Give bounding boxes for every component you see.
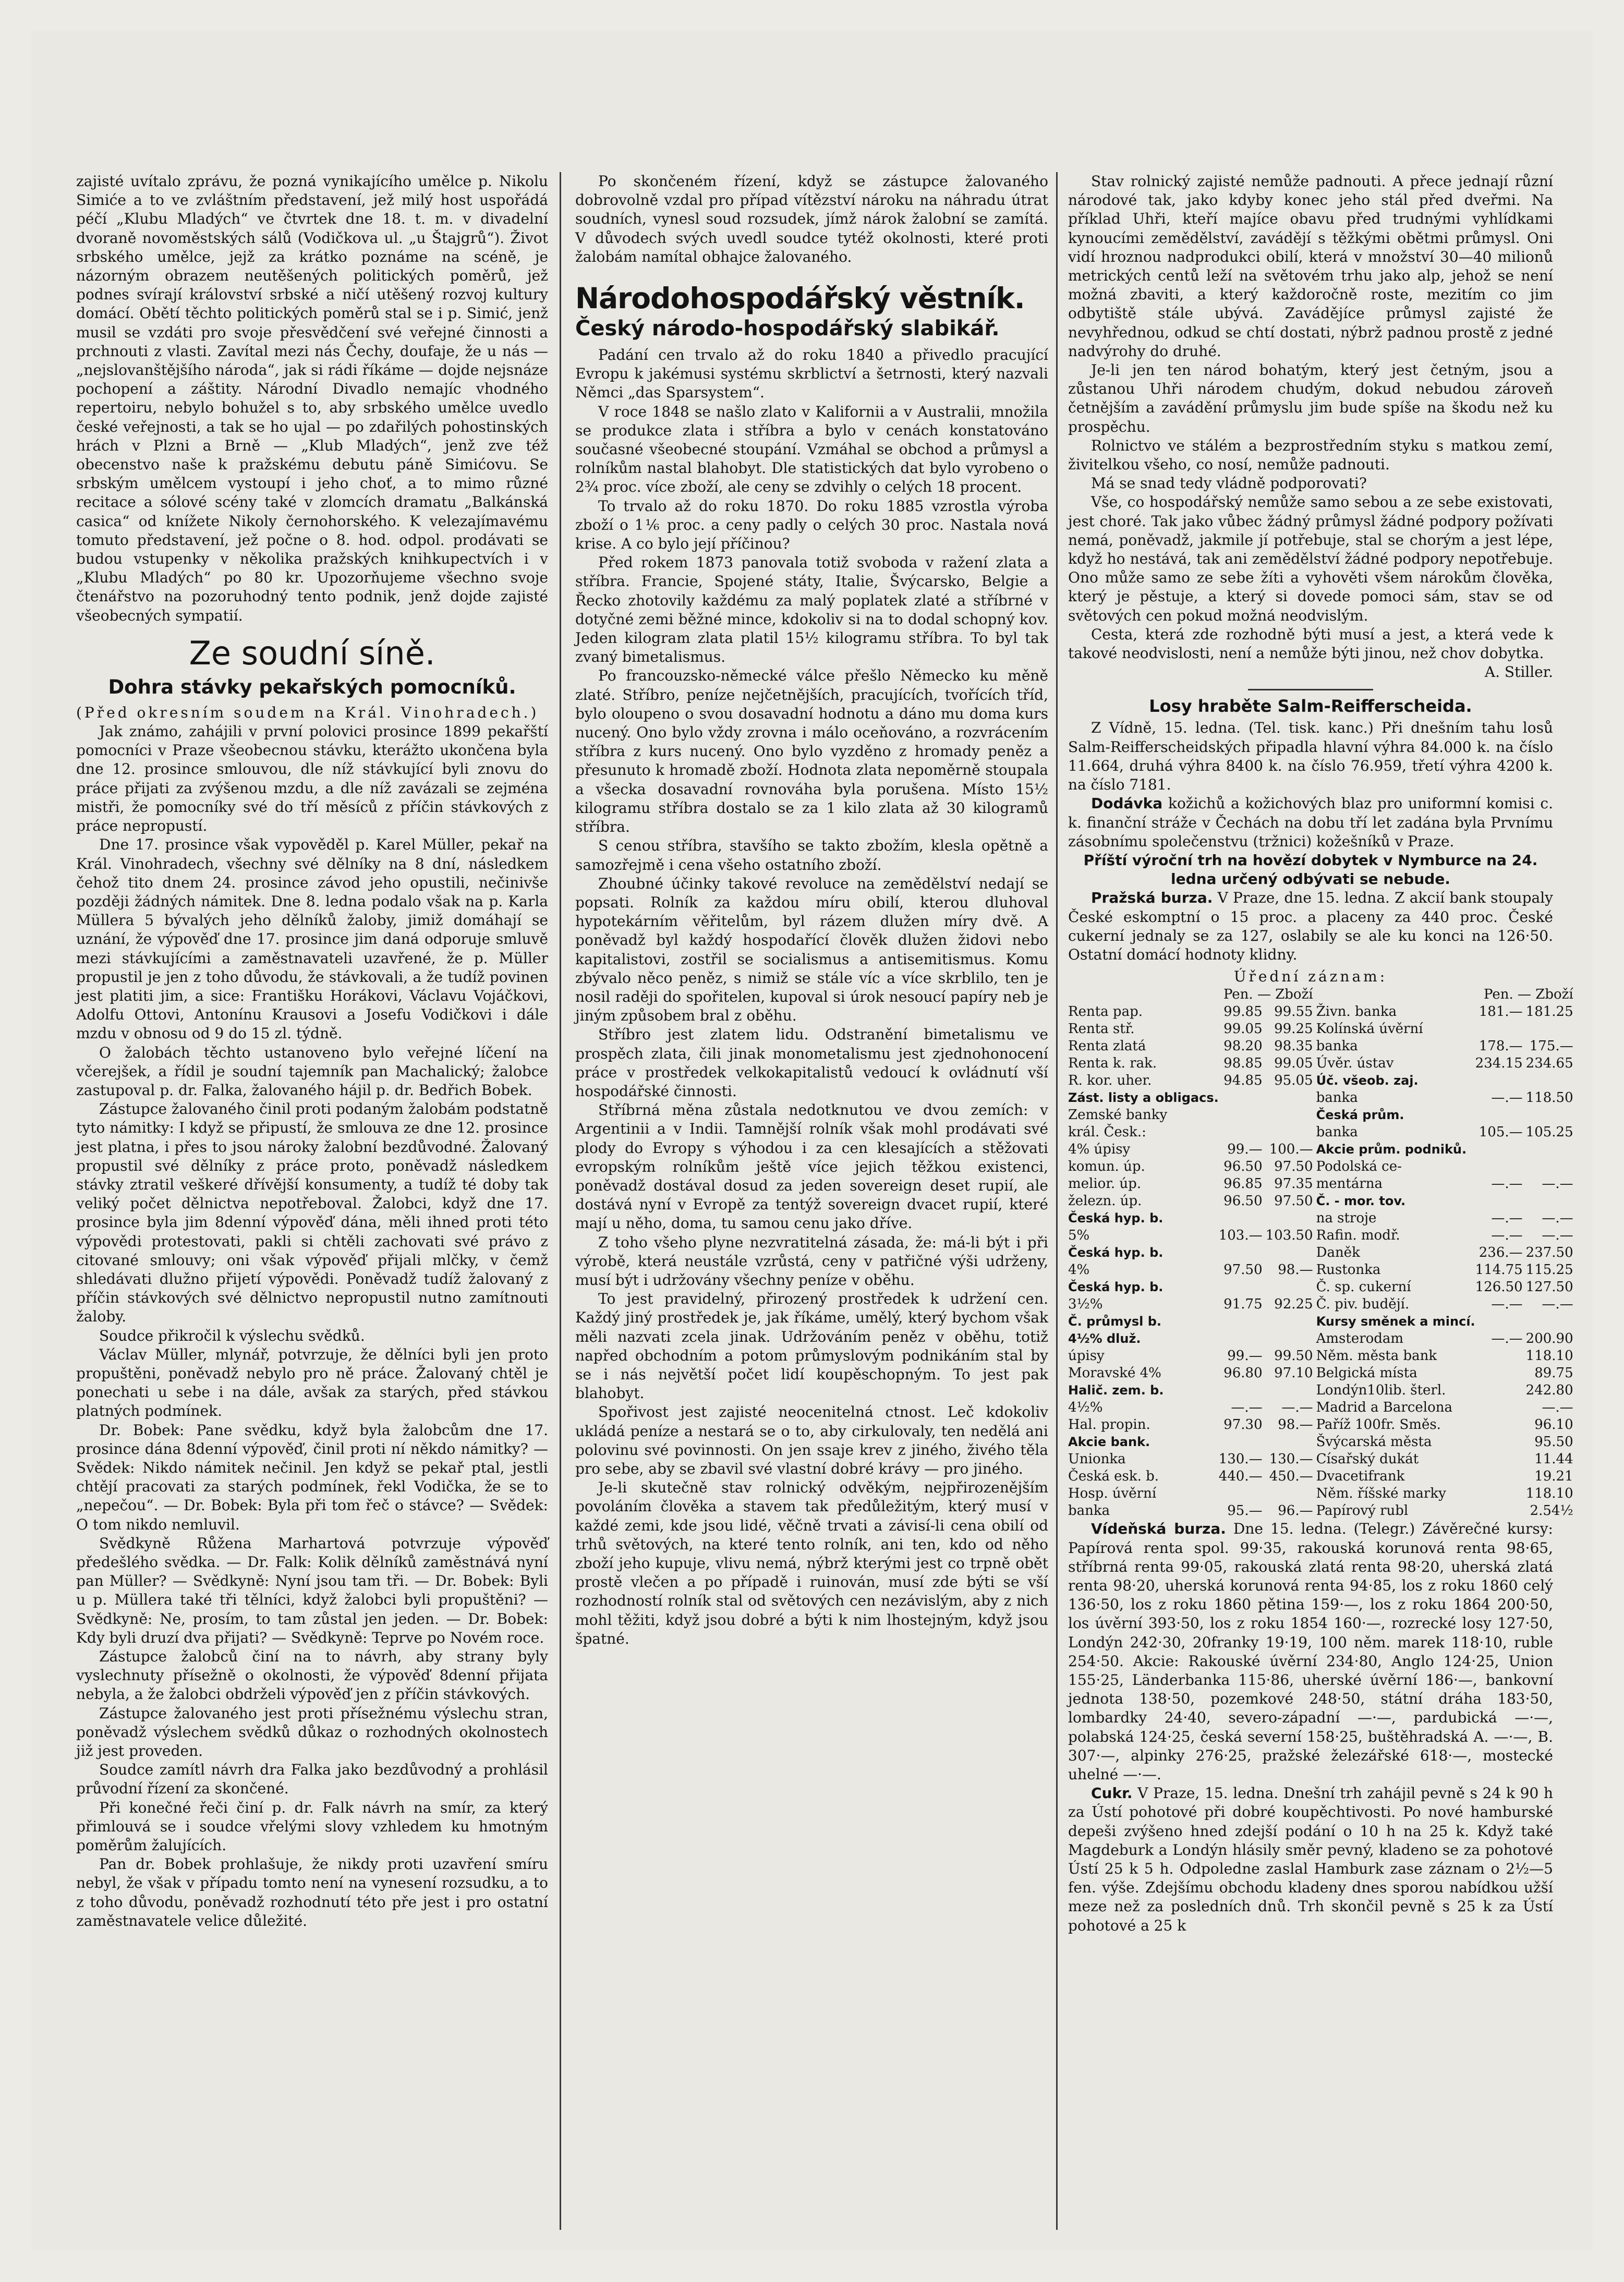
column-rule — [1056, 172, 1058, 2230]
table-row — [1068, 1261, 1577, 1279]
left-bid-price: 94.85 — [1223, 1073, 1263, 1089]
right-security-name: Madrid a Barcelona — [1316, 1400, 1452, 1416]
left-bid-price — [1219, 1485, 1266, 1502]
news-text: Dne 15. ledna. (Telegr.) Závěrečné kursy: Papírová renta spol. 99·35, rakouská korunová renta 98·65, stříbrná renta 99·05, rakouská zlatá renta 98·20, uherská zlatá renta 98·20, uherská korunová renta 94·85, los z roku 1860 celý 136·50, los z roku 1860 pětina 159·—, los z roku 1864 200·50, los úvěrní 393·50, los z roku 1854 160·—, rozrecké losy 127·50, Londýn 242·30, 20franky 19·19, 100 něm. marek 118·10, ruble 254·50. Akcie: Rakouské úvěrní 234·80, Anglo 124·25, Union 155·25, Länderbanka 115·86, uherské úvěrní 186·—, bankovní jednota 138·50, pozemkové 248·50, státní dráha 183·50, lombardky 24·40, severo-západní —·—, pardubická —·—, polabská 124·25, česká severní 158·25, buštěhradská A. —·—, B. 307·—, alpinky 276·25, pražské železářské 618·—, mostecké uhelné —·—. — [1068, 1520, 1553, 1783]
article-paragraph: Stav rolnický zajisté nemůže padnouti. A přece jednají různí národové tak, jako kdyby konec jeho stál před dveřmi. Na příklad Uhři, kteří majíce obavu před trudnými vyhlídkami kynoucími zemědělství, zavádějí s těžkými obětmi průmysl. Oni vidí hroznou nadprodukci obilí, která v množství 30—40 milionů metrických centů leží na světovém trhu jako alp, jehož se není možná zbaviti, a který každoročně roste, mezitím co jim odbytiště stále ubývá. Zavádějíce průmysl zajisté že nevyhřednou, odkud se chtí dostati, nýbrž padnou prostě z jedné nadvýrohy do druhé. — [1068, 173, 1553, 360]
left-bid-price: 96.85 — [1223, 1176, 1263, 1192]
right-ask-price: 2.54½ — [1530, 1503, 1573, 1519]
quotes-table-header — [1068, 986, 1577, 1003]
table-row — [1068, 1485, 1577, 1502]
article-paragraph: Je-li jen ten národ bohatým, který jest četným, jsou a zůstanou Uhři národem chudým, dokud nebudou zároveň četnějším a zavádění průmyslu jim bude spíše na škodu než ku prospěchu. — [1068, 361, 1553, 435]
right-security-name: Podolská ce- — [1316, 1159, 1402, 1175]
right-bid-price — [1475, 1434, 1526, 1451]
right-security-name: mentárna — [1316, 1176, 1383, 1192]
left-security-name: úpisy — [1068, 1348, 1105, 1364]
table-row — [1068, 1416, 1577, 1434]
table-row — [1068, 1175, 1577, 1193]
left-ask-price: 450.— — [1269, 1468, 1313, 1485]
right-bid-price: —.— — [1491, 1331, 1523, 1347]
right-security-name: Kursy směnek a mincí. — [1316, 1314, 1475, 1329]
market-notice: Příští výroční trh na hovězí dobytek v Nymburce na 24. ledna určený odbývati se nebude. — [1083, 851, 1538, 888]
left-bid-price — [1219, 1244, 1266, 1261]
table-row — [1068, 1055, 1577, 1072]
right-bid-price: 114.75 — [1475, 1262, 1523, 1278]
article-paragraph: To trvalo až do roku 1870. Do roku 1885 vzrostla výroba zboží o 1⅙ proc. a ceny padly o celých 30 proc. Nastala nová krise. A co bylo její příčinou? — [575, 497, 1048, 553]
left-ask-price — [1266, 1434, 1316, 1451]
run-in-heading: Cukr. — [1091, 1785, 1133, 1802]
left-bid-price: 440.— — [1218, 1468, 1263, 1485]
left-bid-price — [1219, 1210, 1266, 1227]
right-ask-price: 95.50 — [1534, 1434, 1573, 1450]
left-security-name: 4½% — [1068, 1400, 1103, 1416]
right-security-name: banka — [1316, 1090, 1358, 1106]
left-security-name: Renta stř. — [1068, 1021, 1135, 1037]
left-ask-price — [1266, 1279, 1316, 1296]
left-security-name: král. Česk.: — [1068, 1124, 1146, 1140]
right-ask-price: —.— — [1542, 1210, 1573, 1227]
article-paragraph: V roce 1848 se našlo zlato v Kalifornii a v Australii, množila se produkce zlata i stříbra a bylo v cenách konstatováno současné všeobecné stoupání. Vzmáhal se obchod a průmysl a rolníkům nastal blahobyt. Dle statistických dat bylo vyrobeno o 2¾ proc. více zboží, ale ceny se zdvihly o celých 18 procent. — [575, 403, 1048, 496]
left-ask-price: 103.50 — [1265, 1228, 1313, 1244]
right-security-name: banka — [1316, 1038, 1358, 1054]
left-ask-price — [1266, 1244, 1316, 1261]
article-paragraph: Pan dr. Bobek prohlašuje, že nikdy proti uzavření smíru nebyl, že však v případu tomto není na vynesení rozsudku, a to z toho důvodu, poněvadž rozhodnutí této pře jest i pro ostatní zaměstnavatele velice důležité. — [76, 1855, 548, 1929]
right-ask-price — [1526, 1193, 1577, 1210]
article-simic-paragraph: zajisté uvítalo zprávu, že pozná vynikajícího umělce p. Nikolu Simiće a to ve zvláštním představení, jež milý host uspořádá péčí „Klubu Mladých“ ve čtvrtek dne 18. t. m. v divadelní dvoraně novoměstských sálů (Vodičkova ul. „u Štajgrů“). Život srbského umělce, jejž za krátko poznáme na scéně, je názorným obrazem neutěšených politických poměrů, jež podnes svírají království srbské a ničí utěšený rozvoj kultury domácí. Obětí těchto politických poměrů stal se i p. Simić, jenž musil se vzdáti pro svoje přesvědčení své veřejné činnosti a prchnouti z vlasti. Zavítal mezi nás Čechy, doufaje, že u nás — „nejslovanštějšího národa“, jak si rádi říkáme — dojde nejsnáze pochopení a záštity. Národní Divadlo nemajíc vhodného repertoiru, nebylo bohužel s to, aby srbského umělce uvedlo české veřejnosti, a tak se ho ujal — po zdařilých pohostinských hrách v Plzni a Brně — „Klub Mladých“, jenž zve též obecenstvo naše k pražskému debutu páně Simićovu. Se srbským umělcem vystoupí i jeho choť, a to mimo různé recitace a sólové scény také v zlomcích dramatu „Balkánská casica“ od knížete Nikoly černohorského. K velezajímavému tomuto představení, jež počne o 8. hod. odpol. prodávati se budou vstupenky v několika pražských knihkupectvích i v „Klubu Mladých“ po 80 kr. Upozorňujeme všechno svoje čtenářstvo na pozoruhodný tento podnik, jenž dojde zajisté všeobecných sympatií. — [76, 173, 548, 624]
right-ask-price — [1526, 1313, 1577, 1330]
left-ask-price: 100.— — [1269, 1142, 1313, 1158]
news-paragraph — [1068, 794, 1553, 851]
article-paragraph: Spořivost jest zajisté neocenitelná ctnost. Leč kdokoliv ukládá peníze a nestará se o to, aby cirkulovaly, ten nedělá ani polovinu své povinnosti. On jen ssaje krev z jiného, živého těla pro sebe, aby se zbavil své vlastní dobré krávy — pro jiného. — [575, 1403, 1048, 1477]
right-ask-price: 115.25 — [1525, 1262, 1573, 1278]
left-bid-price: 95.— — [1227, 1503, 1263, 1519]
left-bid-price: 96.80 — [1223, 1365, 1263, 1381]
news-text: V Praze, dne 15. ledna. Z akcií bank stoupaly České eskomptní o 15 proc. a placeny za 440 proc. České cukerní jednaly se za 127, oslabily se ale ku konci na 126·50. Ostatní domácí hodnoty klidny. — [1068, 889, 1553, 963]
economy-article-heading: Český národo-hospodářský slabikář. — [575, 317, 1000, 341]
article-paragraph: Po skončeném řízení, když se zástupce žalovaného dobrovolně vzdal pro případ vítězství nároku na náhradu útrat soudních, vynesl soud rozsudek, jímž nárok žalobní se zamítá. V důvodech svých uvedl soudce tytéž okolnosti, které proti žalobám namítal obhajce žalovaného. — [575, 173, 1048, 265]
article-paragraph: Má se snad tedy vládně podporovati? — [1091, 475, 1367, 492]
left-bid-price: 96.50 — [1223, 1193, 1263, 1209]
run-in-heading: Vídeňská burza. — [1091, 1520, 1226, 1538]
left-bid-price — [1219, 1107, 1266, 1124]
table-row — [1068, 1072, 1577, 1089]
right-security-name: Rafin. modř. — [1316, 1228, 1400, 1244]
left-ask-price: 96.— — [1278, 1503, 1313, 1519]
table-row — [1068, 1021, 1577, 1038]
right-bid-price — [1475, 1485, 1526, 1502]
article-paragraph: Z toho všeho plyne nezvratitelná zásada, že: má-li být i při výrobě, která neustále vzrůstá, ceny v patřičné výši udrženy, musí být i udržovány všechny peníze v oběhu. — [575, 1233, 1048, 1289]
table-row — [1068, 1468, 1577, 1485]
left-bid-price — [1219, 1313, 1266, 1330]
article-paragraph: Vše, co hospodářský nemůže samo sebou a ze sebe existovati, jest choré. Tak jako vůbec žádný průmysl žádné podpory požívati nemá, poněvadž, jakmile jí potřebuje, stal se chorým a jest lépe, když ho nestává, tak ani zemědělství žádné podpory nepotřebuje. Ono může samo ze sebe žíti a vyhověti všem nárokům člověka, který je pěstuje, a který si dovede pomoci sám, stav se od světových cen pokud možná neodvislým. — [1068, 493, 1553, 624]
right-bid-price — [1475, 1365, 1526, 1382]
left-security-name: Halič. zem. b. — [1068, 1383, 1164, 1398]
article-paragraph: Stříbrná měna zůstala nedotknutou ve dvou zemích: v Argentinii a v Indii. Tamnější rolník však mohl prodávati své plody do Evropy s výhodou i za cen klesajících a stěžovati evropským rolníkům ještě více jejich těžkou existenci, poněvadž dostával dosud za jeden sovereign deset rupií, ale dostává nyní v Evropě za tentýž sovereign dvacet rupií, které mají u něho, doma, tu samou cenu jako dříve. — [575, 1101, 1048, 1232]
left-security-name: Česká esk. b. — [1068, 1468, 1159, 1485]
table-row — [1068, 1502, 1577, 1520]
right-security-name: Daněk — [1316, 1245, 1360, 1261]
table-row — [1068, 1158, 1577, 1175]
right-ask-price: 105.25 — [1525, 1124, 1573, 1140]
left-bid-price: 130.— — [1218, 1451, 1263, 1467]
column-left — [76, 172, 548, 2230]
left-security-name: Akcie bank. — [1068, 1435, 1150, 1450]
quotes-table-title: Úřední záznam: — [1233, 968, 1388, 986]
right-ask-price: —.— — [1542, 1228, 1573, 1244]
left-bid-price: 97.50 — [1223, 1262, 1263, 1278]
right-bid-price: 178.— — [1478, 1038, 1523, 1054]
article-paragraph: Při konečné řeči činí p. dr. Falk návrh na smír, za který přimlouvá se i soudce vřelými slovy vzhledem ku hmotným poměrům žalujících. — [76, 1799, 548, 1854]
left-ask-price: 99.50 — [1274, 1348, 1313, 1364]
left-security-name: R. kor. uher. — [1068, 1073, 1152, 1089]
right-security-name: Něm. říšské marky — [1316, 1486, 1446, 1502]
left-security-name: Unionka — [1068, 1451, 1126, 1467]
article-paragraph: Dr. Bobek: Pane svědku, když byla žalobcům dne 17. prosince dána 8denní výpověď, činil proti ní někdo námitky? — Svědek: Nikdo námitek nečinil. Jen když se pekař ptal, jestli chtějí pracovati za starých podmínek, řekl Vodička, že se to „nepečou“. — Dr. Bobek: Byla při tom řeč o stávce? — Svědek: O tom nikdo nemluvil. — [76, 1421, 548, 1533]
left-ask-price: 95.05 — [1274, 1073, 1313, 1089]
right-bid-price — [1475, 1416, 1526, 1434]
left-ask-price — [1266, 1210, 1316, 1227]
left-ask-price: —.— — [1281, 1400, 1313, 1416]
right-security-name: Papírový rubl — [1316, 1503, 1409, 1519]
court-section-heading: Ze soudní síně. — [189, 634, 435, 672]
right-ask-price: 237.50 — [1525, 1245, 1573, 1261]
left-ask-price — [1266, 1107, 1316, 1124]
left-security-name: 5% — [1068, 1228, 1090, 1244]
right-bid-price: —.— — [1491, 1210, 1523, 1227]
article-paragraph: Padání cen trvalo až do roku 1840 a přivedlo pracující Evropu k jakémusi systému skrblictví a šetrnosti, který nazvali Němci „das Sparsystem“. — [575, 346, 1048, 402]
left-security-name: Hosp. úvěrní — [1068, 1486, 1157, 1502]
article-paragraph: Václav Müller, mlynář, potvrzuje, že dělníci byli jen proto propuštěni, poněvadž nebylo pro ně práce. Žalovaný chtěl je ponechati u sebe i na dále, avšak za starých, před stávkou platných podmínek. — [76, 1345, 548, 1420]
left-bid-price: 98.85 — [1223, 1055, 1263, 1072]
table-row — [1068, 1003, 1577, 1021]
article-paragraph: O žalobách těchto ustanoveno bylo veřejné líčení na včerejšek, a řídil je soudní tajemník pan Machalický; žalobce zastupoval p. dr. Falka, žalovaného hájil p. dr. Bedřich Bobek. — [76, 1043, 548, 1099]
right-bid-price: —.— — [1491, 1296, 1523, 1313]
left-ask-price — [1266, 1382, 1316, 1399]
table-row — [1068, 1210, 1577, 1227]
left-bid-price: 99.— — [1227, 1348, 1263, 1364]
right-security-name: Č. piv. budějí. — [1316, 1296, 1410, 1313]
left-security-name: Zást. listy a obligacs. — [1068, 1090, 1219, 1106]
news-paragraph — [1068, 889, 1553, 964]
table-row — [1068, 1313, 1577, 1330]
news-paragraph — [1068, 1520, 1553, 1784]
right-security-name: Něm. města bank — [1316, 1348, 1437, 1364]
court-location-line: (Před okresním soudem na Král. Vinohradech.) — [76, 703, 539, 721]
left-security-name: Renta k. rak. — [1068, 1055, 1157, 1072]
left-bid-price — [1219, 1089, 1266, 1107]
right-ask-price: 234.65 — [1525, 1055, 1573, 1072]
table-row — [1068, 1089, 1577, 1107]
article-paragraph: Soudce přikročil k výslechu svědků. — [99, 1327, 365, 1344]
left-ask-price: 97.10 — [1274, 1365, 1313, 1381]
exchange-quotes-table — [1068, 986, 1577, 1520]
right-security-name: Kolínská úvěrní — [1316, 1021, 1423, 1037]
left-bid-price: 99.— — [1227, 1142, 1263, 1158]
right-ask-price: —.— — [1542, 1296, 1573, 1313]
right-bid-price: —.— — [1491, 1090, 1523, 1106]
right-bid-price: 181.— — [1478, 1004, 1523, 1020]
table-row — [1068, 1244, 1577, 1261]
column-middle — [575, 172, 1048, 2230]
right-ask-price: 19.21 — [1534, 1468, 1573, 1485]
table-row — [1068, 1434, 1577, 1451]
strike-article-heading: Dohra stávky pekařských pomocníků. — [108, 675, 516, 698]
article-paragraph: To jest pravidelný, přirozený prostředek k udržení cen. Každý jiný prostředek je, jak říkáme, umělý, který bychom však měli nazvati zcela jinak. Udržováním peněz v oběhu, totiž napřed obchodním a potom průmyslovým podnikáním stal by se i nás největší počet lidí koupěschopným. To jest pak blahobyt. — [575, 1290, 1048, 1402]
table-row — [1068, 1279, 1577, 1296]
right-ask-price: 181.25 — [1525, 1004, 1573, 1020]
right-security-name: Č. - mor. tov. — [1316, 1194, 1406, 1209]
left-bid-price: —.— — [1231, 1400, 1263, 1416]
left-bid-price — [1219, 1434, 1266, 1451]
run-in-heading: Pražská burza. — [1091, 889, 1213, 907]
article-paragraph: Zástupce žalovaného činil proti podaným žalobám podstatně tyto námitky: I když se připustí, že smlouva ze dne 12. prosince jest platna, i přes to jsou nároky žalobní bezdůvodné. Žalovaný propustil své dělníky z práce proto, poněvadž následkem stávky ztratil veškeré dřívější konsumenty, a tudíž té doby tak veliký počet dělnictva nepotřeboval. Žalobci, když dne 17. prosince byla jim 8denní výpověď dána, měli ihned proti této výpovědi protestovati, pakli si chtěli zachovati své právo z citované smlouvy; oni však výpověď přijali mlčky, v čemž shledávati dlužno přijetí výpovědi. Poněvadž tudíž žalovaný z příčin stávkových své dělnictvo nepropustil nutno zamítnouti žaloby. — [76, 1100, 548, 1326]
economy-section-heading: Národohospodářský věstník. — [575, 282, 1025, 315]
table-row — [1068, 1193, 1577, 1210]
left-bid-price: 91.75 — [1223, 1296, 1263, 1313]
table-row — [1068, 1365, 1577, 1382]
table-row — [1068, 1296, 1577, 1313]
right-bid-price — [1475, 1348, 1526, 1365]
right-security-name: Dvacetifrank — [1316, 1468, 1405, 1485]
left-ask-price: 98.35 — [1274, 1038, 1313, 1054]
left-ask-price — [1266, 1124, 1316, 1141]
left-ask-price: 97.50 — [1274, 1159, 1313, 1175]
left-bid-price: 97.30 — [1223, 1417, 1263, 1433]
left-bid-price: 99.85 — [1223, 1004, 1263, 1020]
right-bid-price — [1475, 1193, 1526, 1210]
news-text: kožichů a kožichových blaz pro uniformní komisi c. k. finanční stráže v Čechách na dobu tří let zadána byla Prvnímu zásobnímu společenstvu (tržnici) kožešníků v Praze. — [1068, 795, 1553, 850]
table-row — [1068, 1348, 1577, 1365]
left-bid-price — [1219, 1330, 1266, 1348]
right-ask-price: 175.— — [1529, 1038, 1573, 1054]
table-row — [1068, 1451, 1577, 1468]
left-ask-price: 97.35 — [1274, 1176, 1313, 1192]
right-bid-price: 234.15 — [1475, 1055, 1523, 1072]
left-ask-price — [1266, 1089, 1316, 1107]
right-ask-price — [1526, 1158, 1577, 1175]
right-ask-price: 118.10 — [1525, 1348, 1573, 1364]
left-security-name: železn. úp. — [1068, 1193, 1142, 1209]
article-paragraph: Dne 17. prosince však vypověděl p. Karel Müller, pekař na Král. Vinohradech, všechny své dělníky na 8 dní, následkem čehož tito dnem 24. prosince závod jeho opustili, nečinivše později žádných námitek. Dne 8. ledna podalo však na p. Karla Müllera 5 bývalých jeho dělníků žaloby, jimiž domáhají se uznání, že výpověď dne 17. prosince jim daná odporuje smluvě mezi stávkujícími a zaměstnavateli uzavřené, že p. Müller propustil je jen z toho důvodu, že stávkovali, a že tudíž povinen jest platiti jim, a sice: Františku Horákovi, Václavu Vojáčkovi, Adolfu Ottovi, Antonínu Krausovi a Josefu Vodičkovi i dále mzdu v obnosu od 9 do 15 zl. týdně. — [76, 836, 548, 1042]
left-security-name: 4% — [1068, 1262, 1090, 1278]
right-ask-price — [1526, 1072, 1577, 1089]
table-row — [1068, 1227, 1577, 1244]
right-security-name: Č. sp. cukerní — [1316, 1279, 1411, 1295]
left-security-name: Česká hyp. b. — [1068, 1280, 1164, 1295]
left-bid-price: 96.50 — [1223, 1159, 1263, 1175]
left-bid-price — [1219, 1382, 1266, 1399]
left-security-name: komun. úp. — [1068, 1159, 1145, 1175]
article-paragraph: Zástupce žalobců činí na to návrh, aby strany byly vyslechnuty přísežně o okolnosti, že výpověď 8denní přijata nebyla, a že žalobci obdrželi výpověď jen z příčin stávkových. — [76, 1648, 548, 1703]
run-in-heading: Dodávka — [1091, 795, 1163, 812]
article-paragraph: Před rokem 1873 panovala totiž svoboda v ražení zlata a stříbra. Francie, Spojené státy, Italie, Švýcarsko, Belgie a Řecko zhotovily každému za malý poplatek zlaté a stříbrné v dotyčné zemi běžné mince, kdokoliv si na to dodal schopný kov. Jeden kilogram zlata platil 15½ kilogramu stříbra. To byl tak zvaný bimetalismus. — [575, 554, 1048, 666]
section-divider — [1248, 689, 1373, 690]
right-security-name: Londýn10lib. šterl. — [1316, 1382, 1446, 1399]
news-paragraph — [1068, 1784, 1553, 1935]
article-paragraph: Svědkyně Růžena Marhartová potvrzuje výpověď předešlého svědka. — Dr. Falk: Kolik dělníků zaměstnává nyní pan Müller? — Svědkyně: Nyní jsou tam tři. — Dr. Bobek: Byli u p. Müllera také tři tělníci, když žalobci byli propuštěni? — Svědkyně: Ne, prosím, to tam zůstal jen jeden. — Dr. Bobek: Kdy byli druzí dva přijati? — Svědkyně: Teprve po Novém roce. — [76, 1534, 548, 1646]
right-bid-price — [1475, 1382, 1526, 1399]
left-security-name: Zemské banky — [1068, 1107, 1168, 1123]
right-bid-price — [1475, 1468, 1526, 1485]
right-security-name: Akcie prům. podniků. — [1316, 1142, 1467, 1157]
right-bid-price: 105.— — [1478, 1124, 1523, 1140]
right-bid-price — [1475, 1313, 1526, 1330]
article-paragraph: S cenou stříbra, stavšího se takto zbožím, klesla opětně a samozřejmě i cena všeho ostatního zboží. — [575, 837, 1048, 873]
right-ask-price: 96.10 — [1534, 1417, 1573, 1433]
left-bid-price — [1219, 1279, 1266, 1296]
article-paragraph: Soudce zamítl návrh dra Falka jako bezdůvodný a prohlásil průvodní řízení za skončené. — [76, 1761, 548, 1798]
left-bid-price: 99.05 — [1223, 1021, 1263, 1037]
news-text: V Praze, 15. ledna. Dnešní trh zahájil pevně s 24 k 90 h za Ústí pohotové při dobré koupěchtivosti. Po nové hamburské depeši zvýšeno hned zdejší podání o 10 h na 25 k. Když také Magdeburk a Londýn hlásily směr pevný, kladeno se za pohotové Ústí 25 k 5 h. Odpoledne zaslal Hamburk zase záznam o 2½—5 fen. výše. Zdejšímu obchodu kladeny dnes sporou nabídkou užší meze než za posledních dnů. Trh skončil pevně s 25 k za Ústí pohotové a 25 k — [1068, 1785, 1553, 1934]
right-security-name: Živn. banka — [1316, 1004, 1397, 1020]
right-bid-price — [1475, 1021, 1526, 1038]
table-row — [1068, 1382, 1577, 1399]
left-ask-price: 99.05 — [1274, 1055, 1313, 1072]
article-paragraph: Jak známo, zahájili v první polovici prosince 1899 pekařští pomocníci v Praze všeobecnou stávku, kterážto ukončena byla dne 12. prosince smlouvou, dle níž stávkující byli znovu do práce přijati za zvýšenou mzdu, a dle níž zavázali se zejména mistři, že pomocníky své do tří měsíců z příčin stávkových z práce nepropustí. — [76, 723, 548, 835]
right-ask-price: —.— — [1542, 1400, 1573, 1416]
article-paragraph: Po francouzsko-německé válce přešlo Německo ku měně zlaté. Stříbro, peníze nejčetnějších, pracujících, tvořících tříd, bylo oloupeno o svou dosavadní hodnotu a dáno mu doma kurs nucený. Ono bylo vždy zrovna i málo oceňováno, a rozvrácením stříbra z kurs nucený. Ono bylo vyzděno z hromady peněz a přesunuto k hromadě zboží. Hodnota zlata nepoměrně stoupala a všecka dosavadní rovnováha byla porušena. Místo 15½ kilogramu stříbra dostalo se za 1 kilo zlata až 30 kilogramů stříbra. — [575, 667, 1048, 836]
table-row — [1068, 1399, 1577, 1416]
article-paragraph: Zhoubné účinky takové revoluce na zemědělství nedají se popsati. Rolník za každou míru obilí, kterou dluhoval hypotekárním věřitelům, byl rázem dlužen míry dvě. A poněvadž byl každý hospodařící člověk dlužen židovi nebo kapitalistovi, zostřil se socialismus a antisemitismus. Komu zbývalo něco peněz, s nimiž se stále víc a více skrblilo, ten je nosil raději do spořitelen, kupoval si úrok nesoucí papíry neb je jiným způsobem bral z oběhu. — [575, 875, 1048, 1025]
left-security-name: Renta pap. — [1068, 1004, 1143, 1020]
left-ask-price — [1266, 1313, 1316, 1330]
left-ask-price — [1266, 1485, 1316, 1502]
right-ask-price: 11.44 — [1534, 1451, 1573, 1467]
left-ask-price: 92.25 — [1274, 1296, 1313, 1313]
right-bid-price — [1475, 1451, 1526, 1468]
column-header: Pen. — Zboží — [1484, 987, 1573, 1003]
left-ask-price: 130.— — [1269, 1451, 1313, 1467]
left-security-name: 3½% — [1068, 1296, 1103, 1313]
table-row — [1068, 1107, 1577, 1124]
right-bid-price: —.— — [1491, 1228, 1523, 1244]
article-paragraph: Rolnictvo ve stálém a bezprostředním styku s matkou zemí, živitelkou všeho, co nosí, nemůže padnouti. — [1068, 436, 1553, 474]
right-security-name: na stroje — [1316, 1210, 1377, 1227]
right-bid-price: 236.— — [1478, 1245, 1523, 1261]
right-ask-price: 118.50 — [1525, 1090, 1573, 1106]
news-paragraph: Z Vídně, 15. ledna. (Tel. tisk. kanc.) Při dnešním tahu losů Salm-Reifferscheidských připadla hlavní výhra 84.000 k. na číslo 11.664, druhá výhra 8400 k. na číslo 76.959, třetí výhra 4200 k. na číslo 7181. — [1068, 719, 1553, 794]
right-ask-price — [1526, 1141, 1577, 1158]
left-security-name: 4% úpisy — [1068, 1142, 1131, 1158]
table-row — [1068, 1330, 1577, 1348]
left-security-name: 4½% dluž. — [1068, 1331, 1141, 1346]
right-bid-price: 126.50 — [1475, 1279, 1523, 1295]
table-row — [1068, 1038, 1577, 1055]
lottery-heading: Losy hraběte Salm-Reifferscheida. — [1149, 696, 1472, 717]
right-ask-price: 200.90 — [1525, 1331, 1573, 1347]
left-security-name: Č. průmysl b. — [1068, 1314, 1162, 1329]
right-security-name: Rustonka — [1316, 1262, 1381, 1278]
right-bid-price — [1475, 1072, 1526, 1089]
left-bid-price: 103.— — [1218, 1228, 1263, 1244]
right-bid-price: —.— — [1491, 1176, 1523, 1192]
column-header: Pen. — Zboží — [1223, 987, 1313, 1003]
newspaper-page — [31, 31, 1593, 2251]
left-ask-price: 99.25 — [1274, 1021, 1313, 1037]
left-security-name: Renta zlatá — [1068, 1038, 1146, 1054]
left-ask-price: 97.50 — [1274, 1193, 1313, 1209]
left-security-name: Hal. propin. — [1068, 1417, 1150, 1433]
left-ask-price — [1266, 1330, 1316, 1348]
left-ask-price: 98.— — [1278, 1262, 1313, 1278]
left-bid-price — [1219, 1124, 1266, 1141]
left-bid-price: 98.20 — [1223, 1038, 1263, 1054]
right-security-name: Česká prům. — [1316, 1108, 1404, 1123]
left-security-name: Česká hyp. b. — [1068, 1211, 1164, 1226]
right-ask-price: —.— — [1542, 1176, 1573, 1192]
left-ask-price: 99.55 — [1274, 1004, 1313, 1020]
column-rule — [560, 172, 561, 2230]
right-bid-price — [1475, 1158, 1526, 1175]
right-ask-price: 118.10 — [1525, 1486, 1573, 1502]
article-paragraph: Je-li skutečně stav rolnický odvěkým, nejpřirozenějším povoláním člověka a stavem tak předůležitým, který musí v každé zemi, kde jsou lidé, věčně trvati a závisí-li cena obilí od trhů světových, na které tento rolník, ani ten, kdo od něho zboží jeho kupuje, vlivu nemá, nýbrž kterými jest co trpně obět prostě vlečen a po případě i ruinován, musí zde býti se vší rozhodností rolník stal od světových cen nezávislým, aby z nich mohl těžiti, když jsou dobré a býti k nim lhostejným, když jsou špatné. — [575, 1479, 1048, 1647]
right-ask-price: 127.50 — [1525, 1279, 1573, 1295]
article-paragraph: Zástupce žalovaného jest proti přísežnému výslechu stran, poněvadž výslechem svědků důkaz o rozhodných okolnostech již jest proveden. — [76, 1704, 548, 1760]
right-bid-price — [1475, 1399, 1526, 1416]
left-security-name: banka — [1068, 1503, 1110, 1519]
left-security-name: melior. úp. — [1068, 1176, 1142, 1192]
article-paragraph: Stříbro jest zlatem lidu. Odstranění bimetalismu ve prospěch zlata, čili jinak monometalismu jest zjednohonocení práce v prostředek velkokapitalistů vedoucí k ovládnutí vší hospodářské činnosti. — [575, 1026, 1048, 1100]
right-security-name: Úč. všeob. zaj. — [1316, 1073, 1419, 1088]
right-ask-price — [1526, 1107, 1577, 1124]
right-security-name: Amsterodam — [1316, 1331, 1404, 1347]
right-security-name: Paříž 100fr. Směs. — [1316, 1417, 1441, 1433]
right-ask-price: 242.80 — [1525, 1382, 1573, 1399]
article-paragraph: Cesta, která zde rozhodně býti musí a jest, a která vede k takové neodvislosti, není a nemůže býti jinou, než chov dobytka. — [1068, 625, 1553, 662]
left-ask-price: 98.— — [1278, 1417, 1313, 1433]
right-bid-price — [1475, 1141, 1526, 1158]
right-ask-price: 89.75 — [1534, 1365, 1573, 1381]
author-signature: A. Stiller. — [1484, 663, 1553, 681]
right-security-name: Švýcarská města — [1316, 1434, 1432, 1450]
right-security-name: Úvěr. ústav — [1316, 1055, 1394, 1072]
right-bid-price — [1475, 1502, 1526, 1520]
column-right — [1068, 172, 1573, 2230]
right-security-name: Belgická místa — [1316, 1365, 1417, 1381]
table-row — [1068, 1141, 1577, 1158]
right-bid-price — [1475, 1107, 1526, 1124]
right-ask-price — [1526, 1021, 1577, 1038]
left-security-name: Česká hyp. b. — [1068, 1245, 1164, 1260]
right-security-name: banka — [1316, 1124, 1358, 1140]
right-security-name: Císařský dukát — [1316, 1451, 1419, 1467]
left-security-name: Moravské 4% — [1068, 1365, 1161, 1381]
table-row — [1068, 1124, 1577, 1141]
